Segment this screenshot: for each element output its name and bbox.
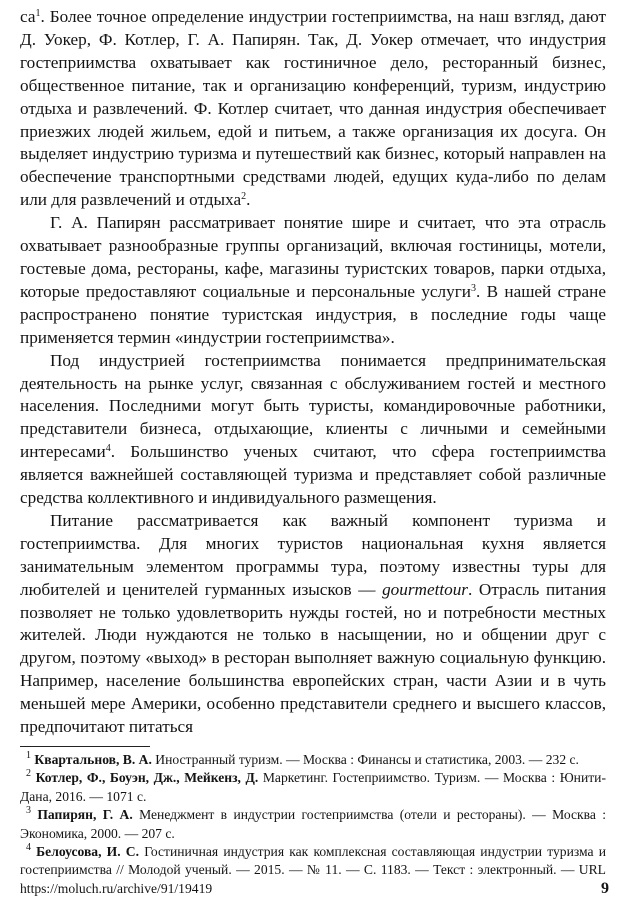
book-page — [20, 6, 606, 898]
footnote-ref-4: 4 — [105, 443, 111, 455]
footnote-ref-2: 2 — [241, 191, 247, 203]
footnote-number: 2 — [26, 768, 31, 780]
footnote-text: Менеджмент в индустрии гостеприимства (отели и рестораны). — Москва : Экономика, 2000. — 207 с. — [20, 807, 606, 841]
footnote-text: Маркетинг. Гостеприимство. Туризм. — Москва : Юнити-Дана, 2016. — 1071 с. — [20, 770, 606, 804]
footnote-1 — [20, 751, 606, 769]
page-number: 9 — [601, 880, 609, 897]
text-run: Г. А. Папирян рассматривает понятие шире и считает, что эта отрасль охватывает разнообразные группы организаций, включая гостиницы, мотели, гостевые дома, рестораны, кафе, магазины туристских товаров, парки отдыха, которые предоставляют социальные и персональные услуги — [20, 213, 606, 301]
text-run: . Большинство ученых считают, что сфера гостеприимства является важнейшей составляющей туризма и представляет собой различные средства коллективного и индивидуального размещения. — [20, 442, 606, 508]
footnote-ref-1: 1 — [35, 8, 41, 19]
text-run: . — [246, 190, 251, 210]
footnote-text: Гостиничная индустрия как комплексная составляющая индустрии туризма и гостеприимства // Молодой ученый. — 2015. — № 11. — С. 1183. — Текст : электронный. — URL https://moluch.ru/archive/91/19419 — [20, 844, 606, 896]
paragraph-2 — [20, 212, 606, 349]
main-text — [20, 6, 606, 739]
footnotes — [20, 751, 606, 898]
text-run: . В нашей стране распространено понятие туристская индустрия, в последние годы чаще применяется термин «индустрии гостеприимства». — [20, 281, 606, 347]
text-run: Под индустрией гостеприимства понимается предпринимательская деятельность на рынке услуг, связанная с обслуживанием гостей и местного населения. Последними могут быть туристы, командировочные работники, представители бизнеса, отдыхающие, клиенты с личными и семейными интересами — [20, 350, 606, 462]
text-run: са — [20, 7, 36, 26]
text-run: Питание рассматривается как важный компонент туризма и гостеприимства. Для многих туристов национальная кухня является занимательным элементом программы тура, поэтому известны туры для любителей и ценителей гурманных изысков — — [20, 510, 606, 599]
footnote-ref-3: 3 — [470, 282, 476, 294]
footnote-text: Иностранный туризм. — Москва : Финансы и статистика, 2003. — 232 с. — [151, 752, 579, 767]
paragraph-1 — [20, 6, 606, 212]
footnote-divider — [20, 746, 150, 747]
footnote-author: Папирян, Г. А. — [37, 807, 133, 823]
footnote-author: Белоусова, И. С. — [36, 844, 140, 860]
footnote-number: 4 — [26, 842, 31, 854]
footnote-number: 1 — [26, 750, 31, 761]
footnote-number: 3 — [26, 805, 31, 817]
footnote-3 — [20, 806, 606, 843]
footnote-2 — [20, 769, 606, 806]
italic-term: gourmettour — [382, 579, 468, 599]
paragraph-3 — [20, 350, 606, 510]
paragraph-4 — [20, 510, 606, 739]
footnote-author: Котлер, Ф., Боуэн, Дж., Мейкенз, Д. — [35, 770, 259, 786]
text-run: . Отрасль питания позволяет не только удовлетворить нужды гостей, но и потребности местных жителей. Люди нуждаются не только в насыщении, но и общении друг с другом, поэтому «выход» в ресторан выполняет важную социальную функцию. Например, население большинства европейских стран, части Азии и в чуть меньшей мере Америки, особенно представители среднего и высшего классов, предпочитают питаться — [20, 579, 606, 737]
text-run: . Более точное определение индустрии гостеприимства, на наш взгляд, дают Д. Уокер, Ф. Котлер, Г. А. Папирян. Так, Д. Уокер отмечает, что индустрия гостеприимства охватывает как гостиничное дело, ресторанный бизнес, общественное питание, так и организацию конференций, туризм, индустрию отдыха и развлечений. Ф. Котлер считает, что данная индустрия обеспечивает приезжих людей жильем, едой и питьем, а также организация их досуга. Он выделяет индустрию туризма и путешествий как бизнес, который направлен на обеспечение транспортными средствами людей, едущих куда-либо по делам или для развлечений и отдыха — [20, 7, 606, 210]
footnote-author: Квартальнов, В. А. — [34, 752, 152, 767]
footnote-4 — [20, 843, 606, 898]
